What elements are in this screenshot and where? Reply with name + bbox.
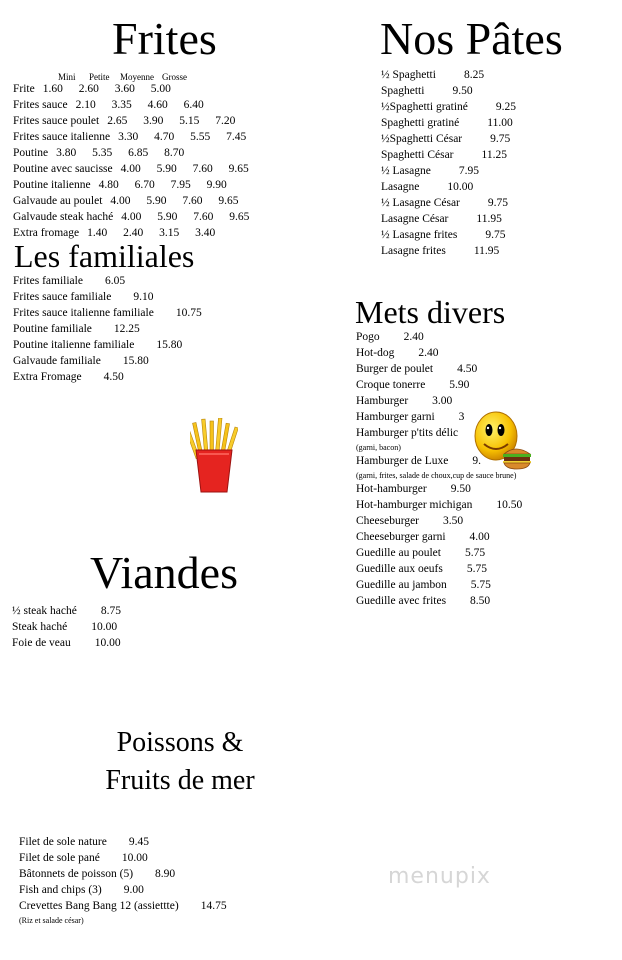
item-price: 9.50 [450, 483, 471, 495]
item-price: 3.30 [118, 131, 139, 143]
item-name: ½ Lasagne César [381, 197, 460, 209]
item-price: 5.75 [470, 579, 491, 591]
menu-item [381, 197, 616, 213]
viandes-title: Viandes [90, 547, 238, 598]
item-price: 5.55 [190, 131, 211, 143]
item-price: 2.60 [78, 83, 99, 95]
item-name: Hamburger de Luxe [356, 455, 449, 467]
item-name: ½ steak haché [12, 605, 77, 617]
menu-item [381, 101, 616, 117]
menu-item [19, 852, 339, 868]
menu-item [13, 179, 313, 195]
size-grosse: Grosse [162, 72, 187, 82]
item-name: Crevettes Bang Bang 12 (assiettte) [19, 900, 179, 912]
menu-item [381, 245, 616, 261]
item-price: 3 [458, 411, 465, 423]
item-name: ½ Lasagne [381, 165, 431, 177]
item-name: Filet de sole pané [19, 852, 100, 864]
menu-item [381, 149, 616, 165]
menu-item [381, 69, 616, 85]
poissons-list [19, 836, 339, 928]
item-price: 4.00 [121, 211, 142, 223]
item-name: Poutine italienne [13, 179, 91, 191]
menu-item [19, 836, 339, 852]
menu-item [13, 163, 313, 179]
item-price: 6.40 [183, 99, 204, 111]
item-name: ½ Spaghetti [381, 69, 436, 81]
item-price: 7.95 [170, 179, 191, 191]
item-price: 3.15 [159, 227, 180, 239]
item-price: 8.50 [470, 595, 491, 607]
item-price: 10.00 [121, 852, 148, 864]
fries-icon [190, 418, 238, 494]
item-price: 11.95 [476, 213, 502, 225]
menu-item [356, 531, 616, 547]
item-price: 11.00 [487, 117, 513, 129]
item-price: 5.00 [150, 83, 171, 95]
frites-title: Frites [112, 13, 217, 64]
item-name: Extra fromage [13, 227, 80, 239]
watermark: menupix [388, 864, 491, 889]
item-price: 3.80 [56, 147, 77, 159]
menu-item [356, 379, 616, 395]
item-price: 11.25 [481, 149, 507, 161]
item-name: Galvaude steak haché [13, 211, 114, 223]
item-price: 8.90 [155, 868, 176, 880]
item-price: 1.40 [87, 227, 108, 239]
item-name: Frites sauce familiale [13, 291, 112, 303]
menu-item [13, 371, 313, 387]
item-name: Filet de sole nature [19, 836, 107, 848]
item-note: (garni, bacon) [356, 443, 401, 452]
item-price: 4.50 [103, 371, 124, 383]
item-name: Hot-hamburger michigan [356, 499, 473, 511]
item-price: 2.10 [75, 99, 96, 111]
item-name: Croque tonerre [356, 379, 426, 391]
item-price: 4.70 [154, 131, 175, 143]
pates-title: Nos Pâtes [380, 13, 563, 64]
item-name: Spaghetti César [381, 149, 454, 161]
menu-item [356, 595, 616, 611]
menu-item [356, 331, 616, 347]
item-name: Poutine [13, 147, 49, 159]
item-price: 9.50 [452, 85, 473, 97]
item-name: Galvaude au poulet [13, 195, 103, 207]
item-price: 1.60 [42, 83, 63, 95]
item-price: 5.75 [466, 563, 487, 575]
menu-item [12, 621, 262, 637]
item-note: (Riz et salade césar) [19, 916, 84, 925]
item-name: Hamburger [356, 395, 409, 407]
menu-item [381, 117, 616, 133]
item-price: 14.75 [200, 900, 227, 912]
pates-list [381, 69, 616, 261]
item-name: Frites sauce italienne familiale [13, 307, 154, 319]
menu-item [356, 483, 616, 499]
viandes-list [12, 605, 262, 653]
item-name: Steak haché [12, 621, 68, 633]
item-price: 9.00 [123, 884, 144, 896]
item-price: 8.70 [164, 147, 185, 159]
item-name: ½Spaghetti gratiné [381, 101, 468, 113]
item-name: Frite [13, 83, 35, 95]
item-name: ½ Lasagne frites [381, 229, 458, 241]
menu-item [13, 275, 313, 291]
item-price: 7.60 [182, 195, 203, 207]
item-name: Frites sauce [13, 99, 68, 111]
item-name: Guedille aux oeufs [356, 563, 443, 575]
item-price: 9.65 [229, 211, 250, 223]
menu-item [13, 323, 313, 339]
item-price: 7.20 [215, 115, 236, 127]
familiales-title: Les familiales [14, 238, 195, 274]
item-name: Hamburger garni [356, 411, 435, 423]
item-price: 4.80 [98, 179, 119, 191]
item-price: 9.65 [228, 163, 249, 175]
item-name: Extra Fromage [13, 371, 82, 383]
item-price: 8.25 [463, 69, 485, 81]
item-name: Lasagne [381, 181, 420, 193]
item-price: 9.45 [128, 836, 149, 848]
size-mini: Mini [58, 72, 76, 82]
item-name: Guedille au poulet [356, 547, 441, 559]
frites-list [13, 83, 313, 243]
item-name: Foie de veau [12, 637, 71, 649]
item-name: Guedille avec frites [356, 595, 447, 607]
item-price: 12.25 [113, 323, 140, 335]
item-note: (garni, frites, salade de choux,cup de sauce brune) [356, 471, 517, 480]
menu-item [13, 83, 313, 99]
item-price: 9.10 [133, 291, 154, 303]
item-price: 9.25 [495, 101, 516, 113]
menu-item [13, 131, 313, 147]
item-price: 9. [472, 455, 482, 467]
item-name: Lasagne frites [381, 245, 446, 257]
item-name: Galvaude familiale [13, 355, 101, 367]
menu-item [12, 637, 262, 653]
item-price: 7.95 [458, 165, 479, 177]
item-price: 10.75 [175, 307, 202, 319]
menu-item [13, 211, 313, 227]
menu-item [13, 147, 313, 163]
menu-item [13, 291, 313, 307]
menu-item [13, 307, 313, 323]
item-price: 2.40 [418, 347, 439, 359]
item-price: 10.00 [91, 621, 118, 633]
menu-item [356, 515, 616, 531]
menu-item [356, 363, 616, 379]
item-price: 4.00 [120, 163, 141, 175]
menu-item [381, 133, 616, 149]
item-price: 9.90 [206, 179, 227, 191]
item-price: 15.80 [156, 339, 183, 351]
item-price: 4.00 [469, 531, 490, 543]
item-price: 10.00 [94, 637, 121, 649]
familiales-list [13, 275, 313, 387]
menu-item [13, 339, 313, 355]
poissons-title-line1: Poissons & [116, 727, 244, 758]
menu-item [13, 195, 313, 211]
item-price: 3.40 [195, 227, 216, 239]
item-name: Pogo [356, 331, 380, 343]
item-name: Lasagne César [381, 213, 449, 225]
menu-item [381, 85, 616, 101]
item-price: 5.90 [157, 211, 178, 223]
item-price: 6.05 [104, 275, 126, 287]
item-name: Frites sauce italienne [13, 131, 111, 143]
frites-size-header [58, 72, 187, 82]
item-price: 7.45 [226, 131, 247, 143]
item-name: Frites sauce poulet [13, 115, 100, 127]
menu-item [13, 115, 313, 131]
menu-item [19, 868, 339, 884]
item-name: Spaghetti [381, 85, 425, 97]
item-price: 7.60 [193, 211, 214, 223]
item-price: 5.90 [146, 195, 167, 207]
item-price: 5.15 [179, 115, 200, 127]
item-price: 4.60 [147, 99, 168, 111]
item-price: 7.60 [192, 163, 213, 175]
menu-item [381, 165, 616, 181]
item-price: 3.00 [432, 395, 453, 407]
item-price: 9.75 [485, 229, 506, 241]
divers-title: Mets divers [355, 294, 506, 330]
item-name: Spaghetti gratiné [381, 117, 460, 129]
item-price: 3.90 [143, 115, 164, 127]
menu-item [13, 355, 313, 371]
menu-item [356, 579, 616, 595]
menu-item [13, 99, 313, 115]
item-price: 10.50 [496, 499, 523, 511]
size-petite: Petite [89, 72, 110, 82]
poissons-title-line2: Fruits de mer [105, 764, 255, 796]
item-price: 2.40 [403, 331, 424, 343]
item-name: Cheeseburger garni [356, 531, 446, 543]
menu-item [19, 900, 339, 916]
item-price: 6.85 [128, 147, 149, 159]
item-price: 11.95 [473, 245, 500, 257]
item-price: 3.50 [443, 515, 464, 527]
item-name: ½Spaghetti César [381, 133, 463, 145]
item-name: Poutine avec saucisse [13, 163, 113, 175]
item-name: Guedille au jambon [356, 579, 447, 591]
menu-item [381, 229, 616, 245]
item-name: Burger de poulet [356, 363, 434, 375]
item-name: Hot-dog [356, 347, 395, 359]
menu-item [381, 213, 616, 229]
item-price: 10.00 [447, 181, 474, 193]
smiley-burger-icon [472, 406, 534, 474]
item-price: 15.80 [122, 355, 149, 367]
item-price: 6.70 [134, 179, 155, 191]
item-price: 9.75 [487, 197, 508, 209]
item-price: 8.75 [100, 605, 121, 617]
item-price: 2.65 [107, 115, 128, 127]
item-price: 5.90 [449, 379, 470, 391]
item-price: 3.60 [114, 83, 135, 95]
item-name: Hot-hamburger [356, 483, 427, 495]
size-moyenne: Moyenne [120, 72, 154, 82]
menu-item [356, 499, 616, 515]
item-price: 4.00 [110, 195, 131, 207]
item-price: 9.75 [490, 133, 511, 145]
menu-item [381, 181, 616, 197]
menu-item [12, 605, 262, 621]
item-name: Fish and chips (3) [19, 884, 102, 896]
item-name: Hamburger p'tits délic [356, 427, 459, 439]
item-price: 9.65 [218, 195, 239, 207]
item-price: 2.40 [123, 227, 144, 239]
item-name: Cheeseburger [356, 515, 420, 527]
poissons-title [0, 724, 360, 800]
item-name: Poutine italienne familiale [13, 339, 135, 351]
item-price: 4.50 [457, 363, 478, 375]
item-price: 3.35 [111, 99, 132, 111]
item-name: Bâtonnets de poisson (5) [19, 868, 134, 880]
menu-item [356, 563, 616, 579]
item-price: 5.75 [464, 547, 486, 559]
item-name: Frites familiale [13, 275, 83, 287]
menu-item [19, 884, 339, 900]
item-price: 5.35 [92, 147, 113, 159]
menu-item [356, 347, 616, 363]
menu-item [356, 547, 616, 563]
item-price: 5.90 [156, 163, 177, 175]
item-name: Poutine familiale [13, 323, 92, 335]
